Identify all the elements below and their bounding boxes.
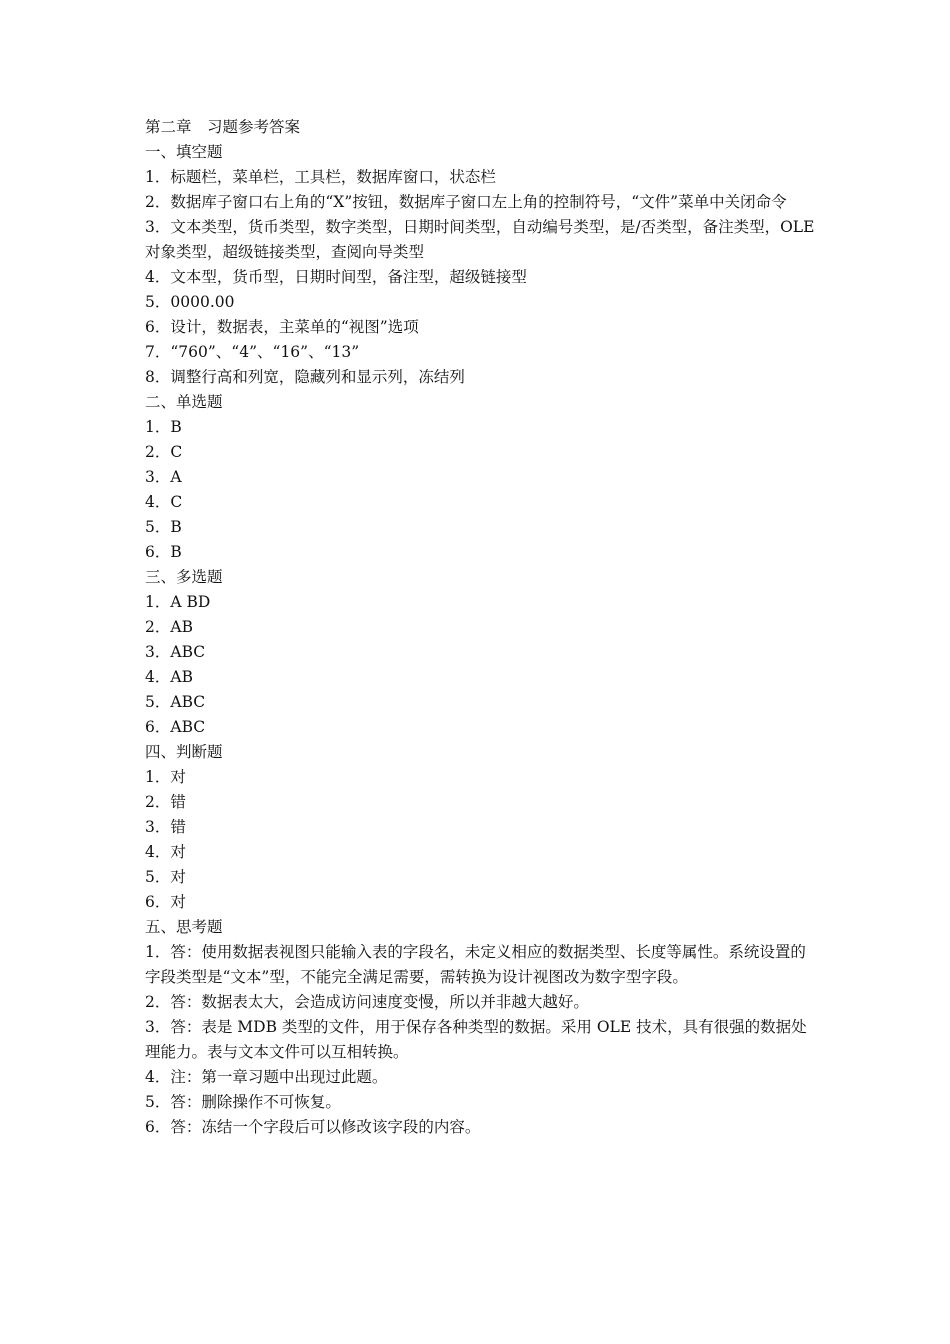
item-text: 对 — [170, 768, 186, 786]
item-text: 错 — [170, 818, 186, 836]
answer-item — [145, 865, 815, 890]
answer-item — [145, 590, 815, 615]
section-heading-true-false: 四、判断题 — [145, 743, 223, 761]
answer-item — [145, 690, 815, 715]
answer-item — [145, 890, 815, 915]
answer-item — [145, 765, 815, 790]
item-text: ABC — [170, 718, 206, 736]
answer-item — [145, 515, 815, 540]
answer-item — [145, 440, 815, 465]
item-number: 2． — [145, 443, 171, 461]
answer-item — [145, 940, 815, 990]
answer-item — [145, 840, 815, 865]
item-number: 7． — [145, 343, 171, 361]
item-number: 3． — [145, 818, 171, 836]
item-number: 3． — [145, 643, 171, 661]
item-text: 标题栏，菜单栏，工具栏，数据库窗口，状态栏 — [170, 168, 496, 186]
item-number: 5． — [145, 868, 171, 886]
answer-item — [145, 415, 815, 440]
answer-item — [145, 1090, 815, 1115]
item-text: 文本类型，货币类型，数字类型，日期时间类型，自动编号类型，是/否类型，备注类型，OLE 对象类型，超级链接类型，查阅向导类型 — [145, 218, 815, 261]
item-text: AB — [170, 668, 193, 686]
item-number: 4． — [145, 843, 171, 861]
answer-item — [145, 815, 815, 840]
answer-item — [145, 1065, 815, 1090]
item-number: 6． — [145, 318, 171, 336]
item-text: 对 — [170, 868, 186, 886]
item-number: 6． — [145, 1118, 171, 1136]
item-number: 6． — [145, 718, 171, 736]
item-number: 4． — [145, 1068, 171, 1086]
item-text: 设计，数据表，主菜单的“视图”选项 — [170, 318, 419, 336]
item-text: 注：第一章习题中出现过此题。 — [170, 1068, 388, 1086]
item-text: C — [170, 493, 183, 511]
answer-item — [145, 165, 815, 190]
answer-item — [145, 1115, 815, 1140]
section-heading-discussion: 五、思考题 — [145, 918, 223, 936]
section-heading-single-choice: 二、单选题 — [145, 393, 223, 411]
item-number: 8． — [145, 368, 171, 386]
answer-item — [145, 540, 815, 565]
item-number: 4． — [145, 668, 171, 686]
section-heading-fill-in: 一、填空题 — [145, 143, 223, 161]
item-number: 3． — [145, 1018, 171, 1036]
item-number: 3． — [145, 468, 171, 486]
answer-item — [145, 1015, 815, 1065]
item-text: 0000.00 — [170, 293, 235, 311]
item-text: 错 — [170, 793, 186, 811]
chapter-title: 第二章 习题参考答案 — [145, 118, 301, 136]
item-number: 1． — [145, 168, 171, 186]
item-text: 文本型，货币型，日期时间型，备注型，超级链接型 — [170, 268, 527, 286]
item-number: 3． — [145, 218, 171, 236]
item-text: 对 — [170, 843, 186, 861]
item-text: ABC — [170, 693, 206, 711]
answer-item — [145, 640, 815, 665]
item-number: 2． — [145, 193, 171, 211]
answer-item — [145, 265, 815, 290]
item-text: 数据库子窗口右上角的“X”按钮，数据库子窗口左上角的控制符号，“文件”菜单中关闭命令 — [170, 193, 787, 211]
answer-item — [145, 490, 815, 515]
item-text: AB — [170, 618, 193, 636]
item-text: A — [170, 468, 182, 486]
item-number: 1． — [145, 593, 171, 611]
item-number: 6． — [145, 543, 171, 561]
item-number: 2． — [145, 993, 171, 1011]
answer-item — [145, 365, 815, 390]
item-text: 答：表是 MDB 类型的文件，用于保存各种类型的数据。采用 OLE 技术，具有很强的数据处理能力。表与文本文件可以互相转换。 — [145, 1018, 807, 1061]
item-number: 4． — [145, 268, 171, 286]
item-text: ABC — [170, 643, 206, 661]
item-number: 5． — [145, 293, 171, 311]
answer-item — [145, 290, 815, 315]
item-number: 5． — [145, 1093, 171, 1111]
item-text: A BD — [170, 593, 211, 611]
answer-item — [145, 715, 815, 740]
item-text: C — [170, 443, 183, 461]
answer-item — [145, 790, 815, 815]
item-text: 对 — [170, 893, 186, 911]
item-number: 5． — [145, 693, 171, 711]
document-page — [145, 115, 815, 1140]
item-number: 1． — [145, 418, 171, 436]
section-heading-multiple-choice: 三、多选题 — [145, 568, 223, 586]
answer-item — [145, 615, 815, 640]
item-number: 1． — [145, 768, 171, 786]
answer-item — [145, 190, 815, 215]
item-text: B — [170, 418, 182, 436]
item-text: 答：数据表太大，会造成访问速度变慢，所以并非越大越好。 — [170, 993, 589, 1011]
item-text: 答：删除操作不可恢复。 — [170, 1093, 341, 1111]
answer-item — [145, 465, 815, 490]
answer-item — [145, 990, 815, 1015]
item-text: 调整行高和列宽，隐藏列和显示列，冻结列 — [170, 368, 465, 386]
answer-item — [145, 315, 815, 340]
item-number: 2． — [145, 618, 171, 636]
item-number: 2． — [145, 793, 171, 811]
item-number: 4． — [145, 493, 171, 511]
answer-item — [145, 340, 815, 365]
item-text: “760”、“4”、“16”、“13” — [170, 343, 360, 361]
item-number: 5． — [145, 518, 171, 536]
item-text: 答：使用数据表视图只能输入表的字段名，未定义相应的数据类型、长度等属性。系统设置的字段类型是“文本”型，不能完全满足需要，需转换为设计视图改为数字型字段。 — [145, 943, 806, 986]
answer-item — [145, 665, 815, 690]
item-number: 1． — [145, 943, 171, 961]
item-text: 答：冻结一个字段后可以修改该字段的内容。 — [170, 1118, 481, 1136]
item-text: B — [170, 543, 182, 561]
item-text: B — [170, 518, 182, 536]
answer-item — [145, 215, 815, 265]
item-number: 6． — [145, 893, 171, 911]
